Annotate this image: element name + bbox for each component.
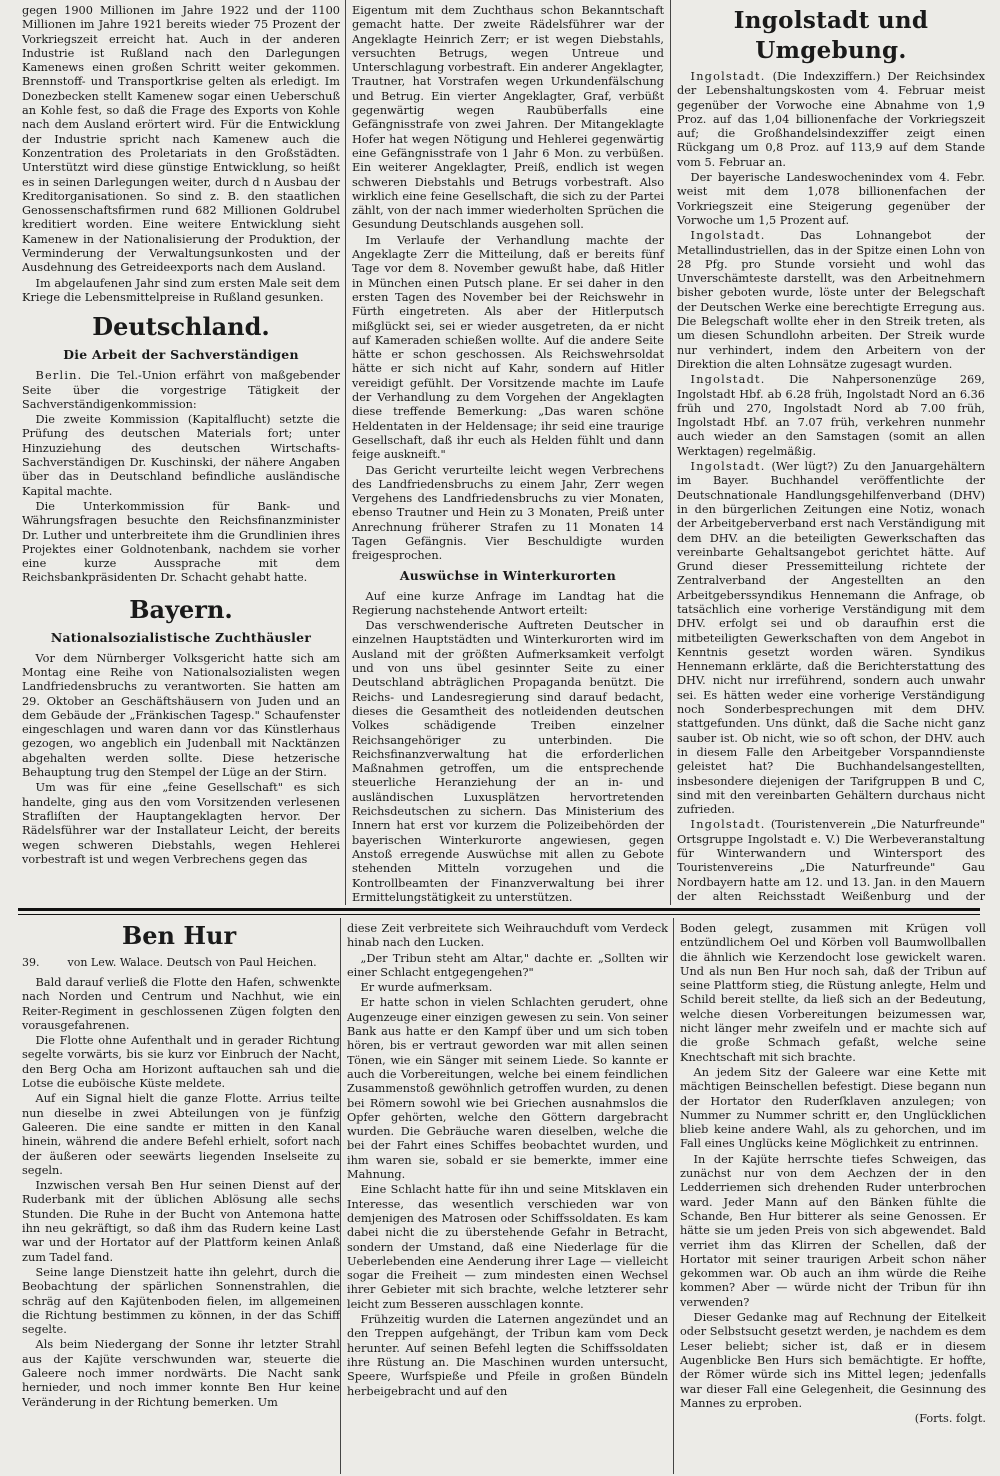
author-translator: von Lew. Walace. Deutsch von Paul Heichen. xyxy=(67,956,317,969)
novel-paragraph: Er hatte schon in vielen Schlachten gerudert, ohne Augenzeuge einer einzigen gewesen zu sein. Von seiner Bank aus hatte er den Kampf über und um sich toben hören, bis er vertraut geworden war mit allen seinen Tönen, wie ein Sänger mit seinem Liede. So kannte er auch die Vorbereitungen, welche bei einem feindlichen Zusammenstoß gewöhnlich getroffen wurden, zu denen bei Römern sowohl wie bei Griechen ausnahmslos die Opfer gehörten, welche den Göttern dargebracht wurden. Die Gebräuche waren dieselben, welche die bei der Fahrt eines Schiffes beobachtet wurden, und ihm waren sie, sobald er sie bemerkte, immer eine Mahnung. xyxy=(347,996,668,1182)
novel-paragraph: Inzwischen versah Ben Hur seinen Dienst auf der Ruderbank mit der üblichen Ablösung alle sechs Stunden. Die Ruhe in der Bucht von Antemona hatte ihn neu gekräftigt, so daß ihm das Rudern keine Last war und der Hortator auf der Plattform keinen Anlaß zum Tadel fand. xyxy=(22,1179,340,1264)
novel-column-3 xyxy=(674,922,990,1472)
novel-paragraph: diese Zeit verbreitete sich Weihrauchduft vom Verdeck hinab nach den Lucken. xyxy=(347,922,668,950)
novel-paragraph: Boden gelegt, zusammen mit Krügen voll entzündlichem Oel und Körben voll Baumwollballen die ähnlich wie Kerzendocht lose gewickelt waren. Und als nun Ben Hur noch sah, daß der Tribun auf seine Plattform stieg, die Rüstung anlegte, Helm und Schild bereit stellte, da ließ sich an der Bedeutung, welche diesen Vorbereitungen beizumessen war, nicht länger mehr zweifeln und er machte sich auf die große Schmach gefaßt, welche seine Knechtschaft mit sich brachte. xyxy=(680,922,986,1064)
winterkurorte-paragraph-1: Auf eine kurze Anfrage im Landtag hat die Regierung nachstehende Antwort erteilt: xyxy=(352,589,664,617)
russia-paragraph-2: Im abgelaufenen Jahr sind zum ersten Male seit dem Kriege die Lebensmittelpreise in Rußland gesunken. xyxy=(22,276,340,304)
nahpersonenzuege-paragraph: Ingolstadt. Die Nahpersonenzüge 269, Ingolstadt Hbf. ab 6.28 früh, Ingolstadt Nord an 6.36 früh und 270, Ingolstadt Nord ab 7.00 früh, Ingolstadt Hbf. an 7.07 früh, verkehren nunmehr auch wieder an den Samstagen (somit an allen Werktagen) regelmäßig. xyxy=(677,373,985,458)
article-heading-sachverstaendige: Die Arbeit der Sachverständigen xyxy=(63,347,299,363)
novel-paragraph: Bald darauf verließ die Flotte den Hafen, schwenkte nach Norden und Centrum und Nachhut, wie ein Reiter-Regiment in geschlossenen Zügen folgten den vorausgefahrenen. xyxy=(22,976,340,1032)
sachverstaendige-paragraph-1: Berlin. Die Tel.-Union erfährt von maßgebender Seite über die vorgestrige Tätigkeit der Sachverständigenkommission: xyxy=(22,369,340,411)
novel-paragraph: Als beim Niedergang der Sonne ihr letzter Strahl aus der Kajüte verschwunden war, steuerte die Galeere noch immer nordwärts. Die Nacht sank hernieder, und noch immer konnte Ben Hur keine Veränderung in der Richtung bemerken. Um xyxy=(22,1338,340,1409)
novel-byline xyxy=(22,956,340,970)
novel-title: Ben Hur xyxy=(122,922,237,950)
article-heading-winterkurorte: Auswüchse in Winterkurorten xyxy=(399,567,617,583)
naturfreunde-paragraph: Ingolstadt. (Touristenverein „Die Naturfreunde" Ortsgruppe Ingolstadt e. V.) Die Werbeveranstaltung für Winterwandern und Wintersport des Touristenvereins „Die Naturfreunde" Gau Nordbayern hatte am 12. und 13. Jan. in den Mauern der alten Reichsstadt Weißenburg und der xyxy=(677,818,985,903)
dateline: Berlin. xyxy=(35,369,83,383)
zerr-paragraph: Im Verlaufe der Verhandlung machte der Angeklagte Zerr die Mitteilung, daß er bereits fünf Tage vor dem 8. November gewußt habe, daß Hitler in München einen Putsch plane. Er sei daher in den ersten Tagen des November bei der Reichswehr in Fürth eingetreten. Als aber der Hitlerputsch mißglückt sei, sei er wieder ausgetreten, da er nicht auf Kameraden schießen wollte. Auf die andere Seite hätte er schon geschossen. Als Reichswehrsoldat hätte er sich nicht auf Kahr, sondern auf Hitler vereidigt gefühlt. Der Vorsitzende machte im Laufe der Verhandlung zu dem Vorgehen der Angeklagten diese treffende Bemerkung: „Das waren schöne Heldentaten in der Heldensage; ihr seid eine traurige Gesellschaft, daß ihr euch als Helden fühlt und dann feige auskneift." xyxy=(352,233,664,462)
ingolstadt-index-paragraph: Ingolstadt. (Die Indexziffern.) Der Reichsindex der Lebenshaltungskosten vom 4. Februar meist gegenüber der Vorwoche eine Abnahme von 1,9 Proz. auf das 1,04 billionenfache der Vorkriegszeit auf; die Großhandelsindexziffer zeigt einen Rückgang um 0,8 Proz. auf 113,9 auf dem Stande vom 5. Februar an. xyxy=(677,70,985,169)
section-heading-bayern: Bayern. xyxy=(129,594,233,624)
novel-paragraph: „Der Tribun steht am Altar," dachte er. „Sollten wir einer Schlacht entgegengehen?" xyxy=(347,951,668,979)
novel-paragraph: Seine lange Dienstzeit hatte ihn gelehrt, durch die Beobachtung der spärlichen Sonnenstrahlen, die schräg auf den Kajütenboden fielen, im allgemeinen die Richtung bestimmen zu können, in der das Schiff segelte. xyxy=(22,1265,340,1337)
novel-paragraph: In der Kajüte herrschte tiefes Schweigen, das zunächst nur von dem Aechzen der in den Ledderriemen sich drehenden Ruder unterbrochen ward. Jeder Mann auf den Bänken fühlte die Schande, Ben Hur bitterer als seine Genossen. Er hätte sie um jeden Preis von sich abgewendet. Bald verriet ihm das Klirren der Schellen, daß der Hortator mit seiner traurigen Arbeit schon näher gekommen war. Ob auch an ihm würde die Reihe kommen? Aber — würde nicht der Tribun für ihn verwenden? xyxy=(680,1152,986,1309)
novel-column-1 xyxy=(16,922,344,1472)
top-column-2 xyxy=(346,4,668,904)
novel-paragraph: An jedem Sitz der Galeere war eine Kette mit mächtigen Beinschellen befestigt. Diese begann nun der Hortator den Ruderſklaven anzulegen; von Nummer zu Nummer schritt er, den Unglücklichen blieb keine andere Wahl, als zu gehorchen, und im Fall eines Unglücks keine Möglichkeit zu entrinnen. xyxy=(680,1065,986,1151)
zuchthaeusler-continued: Eigentum mit dem Zuchthaus schon Bekanntschaft gemacht hatte. Der zweite Rädelsführer war der Angeklagte Heinrich Zerr; er ist wegen Diebstahls, versuchten Betrugs, wegen Untreue und Unterschlagung vorbestraft. Ein anderer Angeklagter, Trautner, hat Vorstrafen wegen Urkundenfälschung und Betrug. Ein vierter Angeklagter, Graf, verbüßt gegenwärtig wegen Raubüberfalls eine Gefängnisstrafe von zwei Jahren. Der Mitangeklagte Hofer hat wegen Nötigung und Hehlerei gegenwärtig eine Gefängnisstrafe von 1 Jahr 6 Mon. zu verbüßen. Ein weiterer Angeklagter, Preiß, endlich ist wegen schweren Diebstahls und Betrugs vorbestraft. Also wirklich eine feine Gesellschaft, die sich zu der Partei zählt, von der nach immer wiederholten Sprüchen die Gesundung Deutschlands ausgehen soll. xyxy=(352,4,664,232)
section-heading-ingolstadt: Ingolstadt und Umgebung. xyxy=(733,7,929,64)
wer-luegt-paragraph: Ingolstadt. (Wer lügt?) Zu den Januargehältern im Bayer. Buchhandel veröffentlichte der Deutschnationale Handlungsgehilfenverband (DHV) in den bürgerlichen Zeitungen eine Notiz, wonach der Arbeitgeberverband erst nach Verständigung mit dem DHV. an die beteiligten Gewerkschaften das vereinbarte Gehaltsangebot gerichtet hätte. Auf Grund dieser Pressemitteilung richtete der Zentralverband der Angestellten an den Arbeitgeberssyndikus Hennemann die Anfrage, ob tatsächlich eine vorherige Verständigung mit dem DHV. erfolgt sei und ob daraufhin erst die mitbeteiligten Gewerkschaften von dem Angebot in Kenntnis gesetzt worden wären. Syndikus Hennemann erklärte, daß die Berichterstattung des DHV. nicht nur irreführend, sondern auch unwahr sei. Es hätten weder eine vorherige Verständigung noch Sonderbesprechungen mit dem DHV. stattgefunden. Uns dünkt, daß die Sache nicht ganz sauber ist. Ob nicht, wie so oft schon, der DHV. auch in diesem Falle den Arbeitgeber Vorspanndienste geleistet hat? Die Buchhandelsangestellten, insbesondere diejenigen der Tarifgruppen B und C, sind mit den vereinbarten Gehältern durchaus nicht zufrieden. xyxy=(677,460,985,817)
zuchthaeusler-paragraph-1: Vor dem Nürnberger Volksgericht hatte sich am Montag eine Reihe von Nationalsozialisten wegen Landfriedensbruchs zu verantworten. Sie hatten am 29. Oktober an Geschäftshäusern von Juden und an dem Gebäude der „Fränkischen Tagesp." Schaufenster eingeschlagen und waren dann vor das Künstlerhaus gezogen, wo angeblich ein Judenball mit Nacktänzen abgehalten werden sollte. Diese hetzerische Behauptung trug den Stempel der Lüge an der Stirn. xyxy=(22,651,340,780)
top-column-3 xyxy=(671,2,989,904)
winterkurorte-paragraph-2: Das verschwenderische Auftreten Deutscher in einzelnen Hauptstädten und Winterkurorten wird im Ausland mit der größten Aufmerksamkeit verfolgt und von uns übel gesinnter Seite zu einer Deutschland abträglichen Propaganda benützt. Die Reichs- und Landesregierung sind darauf bedacht, dieses die Gesamtheit des notleidenden deutschen Volkes schädigende Treiben einzelner Reichsangehöriger zu unterbinden. Die Reichsfinanzverwaltung hat die erforderlichen Maßnahmen getroffen, um die entsprechende steuerliche Heranziehung der an in- und ausländischen Luxusplätzen hervortretenden Reichsdeutschen zu sichern. Das Ministerium des Innern hat erst vor kurzem die Polizeibehörden der bayerischen Winterkurorte angewiesen, gegen Anstoß erregende Auswüchse mit allen zu Gebote stehenden Mitteln vorzugehen und die Kontrollbeamten der Finanzverwaltung bei ihrer Ermittelungstätigkeit zu unterstützen. xyxy=(352,619,664,904)
novel-paragraph: Die Flotte ohne Aufenthalt und in gerader Richtung segelte vorwärts, bis sie kurz vor Einbruch der Nacht, den Berg Ocha am Horizont auftauchen sah und die Lotse die euböische Küste meldete. xyxy=(22,1034,340,1091)
zuchthaeusler-paragraph-2: Um was für eine „feine Gesellschaft" es sich handelte, ging aus den vom Vorsitzenden verlesenen Strafliſten der Hauptangeklagten hervor. Der Rädelsführer war der Installateur Leicht, der bereits wegen schweren Diebstahls, wegen Hehlerei vorbestraft ist und wegen Verbrechens gegen das xyxy=(22,781,340,866)
feuilleton-separator xyxy=(18,908,980,911)
novel-paragraph: Er wurde aufmerksam. xyxy=(360,981,493,995)
russia-paragraph: gegen 1900 Millionen im Jahre 1922 und der 1100 Millionen im Jahre 1921 bereits wieder 75 Prozent der Vorkriegszeit erreicht hat. Auch in der anderen Industrie ist Rußland nach den Darlegungen Kamenews einen großen Schritt weiter gekommen. Brennstoff- und Transportkrise gelten als erledigt. Im Donezbecken stellt Kamenew sogar einen Ueberschuß an Kohle fest, so daß die Frage des Exports von Kohle nach dem Ausland erörtert wird. Für die Entwicklung der Industrie spricht nach Kamenew auch die Konzentration des Proletariats in den Großstädten. Unterstützt wird diese günstige Entwicklung, so heißt es in seinen Darlegungen weiter, durch d n Ausbau der Kreditorganisationen. So sind z. B. den staatlichen Genossenschaftsfirmen rund 682 Millionen Goldrubel kreditiert worden. Eine weitere Entwicklung sieht Kamenew in der Nationalisierung der Produktion, der Verminderung der Verwaltungsunkosten und der Ausdehnung des Getreideexports nach dem Ausland. xyxy=(22,4,340,275)
lohnangebot-paragraph: Ingolstadt. Das Lohnangebot der Metallindustriellen, das in der Spitze einen Lohn von 28 Pfg. pro Stunde vorsieht und wohl das Unverschämteste darstellt, was den Arbeitnehmern bisher geboten wurde, löste unter der Belegschaft der Deutschen Werke eine berechtigte Erregung aus. Die Belegschaft wollte eher in den Streik treten, als um diesen Schundlohn arbeiten. Der Streik wurde nur verhindert, indem den Arbeitern von der Direktion die alten Lohnsätze zugesagt wurden. xyxy=(677,229,985,371)
novel-paragraph: Auf ein Signal hielt die ganze Flotte. Arrius teilte nun dieselbe in zwei Abteilungen von je fünfzig Galeeren. Die eine sandte er mitten in den Kanal hinein, während die andere Befehl erhielt, sofort nach der äußeren oder seewärts liegenden Inselseite zu segeln. xyxy=(22,1092,340,1177)
novel-paragraph: Frühzeitig wurden die Laternen angezündet und an den Treppen aufgehängt, der Tribun kam vom Deck herunter. Auf seinen Befehl legten die Schiffssoldaten ihre Rüstung an. Die Maschinen wurden untersucht, Speere, Wurfspieße und Pfeile in großen Bündeln herbeigebracht und auf den xyxy=(347,1313,668,1398)
novel-paragraph: Dieser Gedanke mag auf Rechnung der Eitelkeit oder Selbstsucht gesetzt werden, je nachdem es dem Leser beliebt; sicher ist, daß er in diesem Augenblicke Ben Hurs sich bemächtigte. Er hoffte, der Römer würde sich ins Mittel legen; jedenfalls war dieser Fall eine Gelegenheit, die Gesinnung des Mannes zu erproben. xyxy=(680,1311,986,1410)
continuation-note: (Forts. folgt. xyxy=(914,1412,986,1426)
sachverstaendige-paragraph-3: Die Unterkommission für Bank- und Währungsfragen besuchte den Reichsfinanzminister Dr. Luther und unterbreitete ihm die Grundlinien ihres Projektes einer Goldnotenbank, nachdem sie vorher eine kurze Aussprache mit dem Reichsbankpräsidenten Dr. Schacht gehabt hatte. xyxy=(22,499,340,585)
section-heading-deutschland: Deutschland. xyxy=(92,312,270,342)
novel-paragraph: Eine Schlacht hatte für ihn und seine Mitsklaven ein Interesse, das wesentlich verschieden war von demjenigen des Matrosen oder Schiffssoldaten. Es kam dabei nicht die zu überstehende Gefahr in Betracht, sondern der Umstand, daß eine Niederlage für die Ueberlebenden eine Aenderung ihrer Lage — vielleicht sogar die Freiheit — zum mindesten einen Wechsel ihrer Gebieter mit sich brachte, welche letzterer sehr leicht zum Besseren ausschlagen konnte. xyxy=(347,1183,668,1311)
novel-column-2 xyxy=(341,922,672,1472)
sachverstaendige-paragraph-2: Die zweite Kommission (Kapitalflucht) setzte die Prüfung des deutschen Materials fort; unter Hinzuziehung des deutschen Wirtschafts-Sachverständigen Dr. Kuschinski, der nähere Angaben über das in Deutschland befindliche ausländische Kapital machte. xyxy=(22,413,340,498)
installment-number: 39. xyxy=(22,956,40,969)
landeswochenindex-paragraph: Der bayerische Landeswochenindex vom 4. Febr. weist mit dem 1,078 billionenfachen der Vorkriegszeit eine Steigerung gegenüber der Vorwoche um 1,5 Prozent auf. xyxy=(677,171,985,227)
top-column-1 xyxy=(16,4,344,904)
verdict-paragraph: Das Gericht verurteilte leicht wegen Verbrechens des Landfriedensbruchs zu einem Jahr, Zerr wegen Vergehens des Landfriedensbruchs zu vier Monaten, ebenso Trautner und Hein zu 3 Monaten, Preiß unter Anrechnung früherer Strafen zu 11 Monaten 14 Tagen Gefängnis. Vier Beschuldigte wurden freigesprochen. xyxy=(352,463,664,563)
article-heading-zuchthaeusler: Nationalsozialistische Zuchthäusler xyxy=(50,629,312,645)
feuilleton-separator-thin xyxy=(18,914,980,915)
